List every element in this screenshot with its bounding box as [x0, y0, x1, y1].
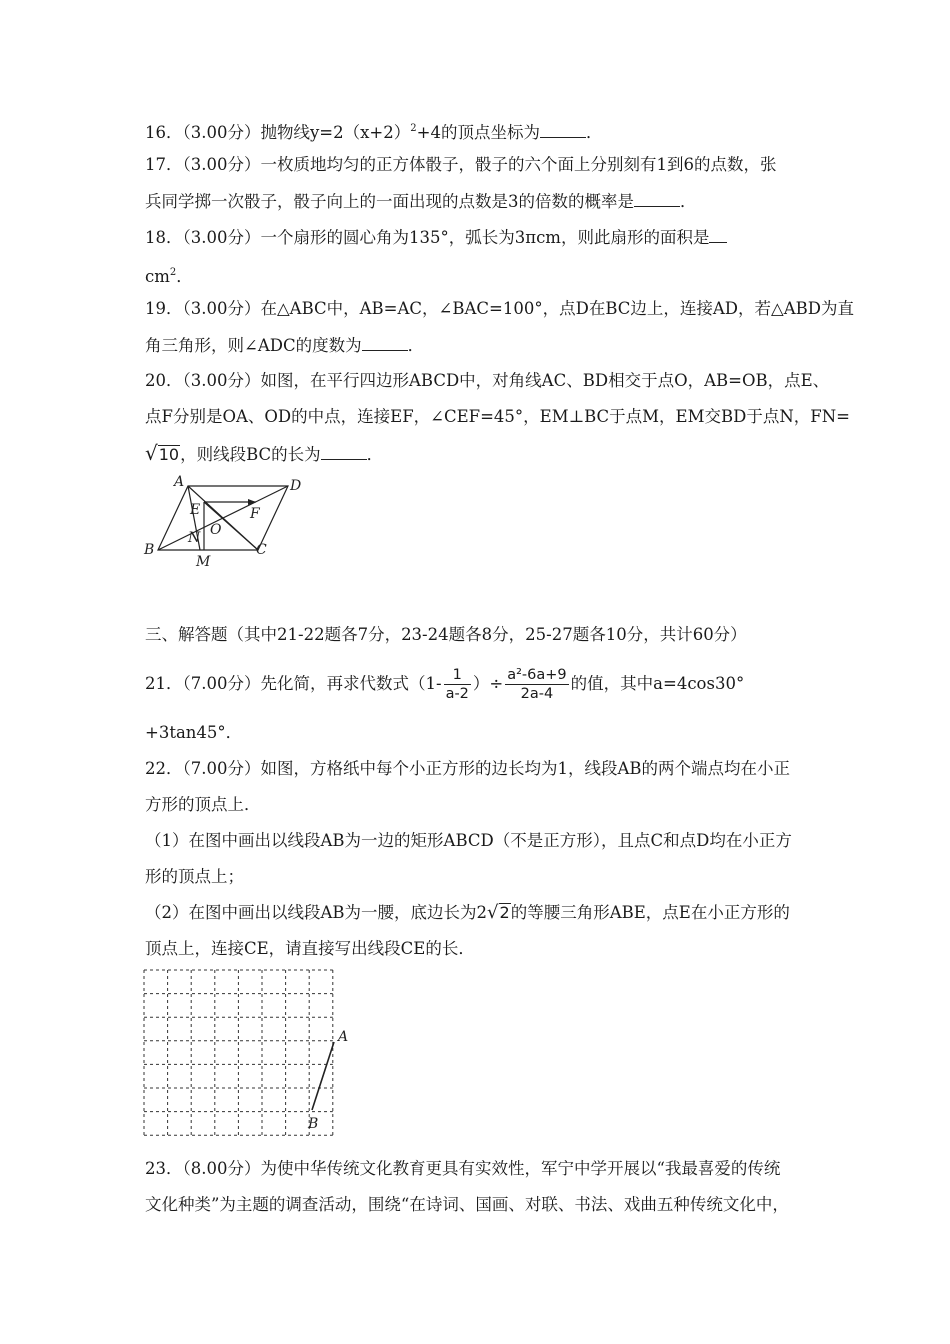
label-e: E — [190, 502, 201, 518]
label-a: A — [174, 474, 185, 490]
question-21-line2: +3tan45°． — [145, 723, 243, 742]
label-b: B — [144, 542, 155, 558]
label-n: N — [188, 530, 201, 546]
question-18-line2: $cm^2$． — [145, 267, 193, 286]
label-f: F — [250, 506, 260, 522]
label-d: D — [290, 478, 302, 494]
fraction-1: $\frac{1}{a-2}$ — [445, 667, 469, 702]
radical-sign: √ — [487, 902, 499, 923]
question-22-line1: 22．（7.00分）如图，方格纸中每个小正方形的边长均为1，线段AB的两个端点均在小正 — [145, 759, 791, 778]
grid-label-b: B — [308, 1116, 319, 1132]
radicand: 2 — [499, 903, 510, 922]
question-18-line1: 18．（3.00分）一个扇形的圆心角为135°，弧长为3πcm，则此扇形的面积是 — [145, 226, 727, 249]
label-o: O — [210, 522, 222, 538]
question-20-line2: 点F分别是OA、OD的中点，连接EF，∠CEF=45°，EM⊥BC于点M，EM交BD于点N，FN= — [145, 407, 851, 426]
question-22-part1-line2: 形的顶点上； — [145, 867, 244, 886]
segment-ab — [312, 1042, 334, 1110]
question-17-line2: 兵同学掷一次骰子，骰子向上的一面出现的点数是3的倍数的概率是 ． — [145, 192, 697, 211]
question-22-part2-line1: （2）在图中画出以线段AB为一腰，底边长为2√2的等腰三角形ABE，点E在小正方形的 — [145, 902, 790, 923]
question-21-line1: 21．（7.00分）先化简，再求代数式（1- $\frac{1}{a-2}$ ）÷ $\frac{\text{a²-6a+9}}{2a-4}$ 的值，其中a=4cos30° — [145, 667, 745, 702]
label-c: C — [256, 542, 267, 558]
question-20-line3: √10，则线段BC的长为 ． — [145, 441, 384, 465]
question-16: 16．（3.00分）抛物线$y=2(x+2)^2+4$的顶点坐标为 ． — [145, 123, 603, 142]
answer-blank — [709, 226, 727, 243]
question-22-part1-line1: （1）在图中画出以线段AB为一边的矩形ABCD（不是正方形），且点C和点D均在小正方 — [145, 831, 792, 850]
radicand: 10 — [158, 445, 180, 464]
answer-blank — [321, 443, 367, 460]
section-3-title: 三、解答题（其中21-22题各7分，23-24题各8分，25-27题各10分，共计60分） — [145, 625, 747, 644]
question-20-line1: 20．（3.00分）如图，在平行四边形ABCD中，对角线AC、BD相交于点O，AB=OB，点E、 — [145, 371, 830, 390]
answer-blank — [634, 190, 680, 207]
label-m: M — [196, 554, 211, 569]
answer-blank — [540, 121, 586, 138]
question-23-line2: 文化种类”为主题的调查活动，围绕“在诗词、国画、对联、书法、戏曲五种传统文化中， — [145, 1195, 789, 1214]
question-19-line1: 19．（3.00分）在△ABC中，AB=AC，∠BAC=100°，点D在BC边上，连接AD，若△ABD为直 — [145, 299, 855, 318]
question-17-line1: 17．（3.00分）一枚质地均匀的正方体骰子，骰子的六个面上分别刻有1到6的点数，张 — [145, 155, 777, 174]
dashed-grid — [144, 970, 333, 1135]
radical-sign: √ — [145, 441, 158, 465]
question-19-line2: 角三角形，则∠ADC的度数为 ． — [145, 336, 425, 355]
question-23-line1: 23．（8.00分）为使中华传统文化教育更具有实效性，军宁中学开展以“我最喜爱的传统 — [145, 1159, 781, 1178]
fraction-2: $\frac{\text{a²-6a+9}}{2a-4}$ — [507, 667, 567, 702]
diagonal-bd — [158, 486, 288, 550]
grid-figure — [140, 966, 355, 1141]
parallelogram-figure — [140, 474, 315, 569]
grid-label-a: A — [338, 1029, 349, 1045]
question-22-part2-line2: 顶点上，连接CE，请直接写出线段CE的长． — [145, 939, 475, 958]
question-22-line2: 方形的顶点上． — [145, 795, 261, 814]
answer-blank — [362, 334, 408, 351]
